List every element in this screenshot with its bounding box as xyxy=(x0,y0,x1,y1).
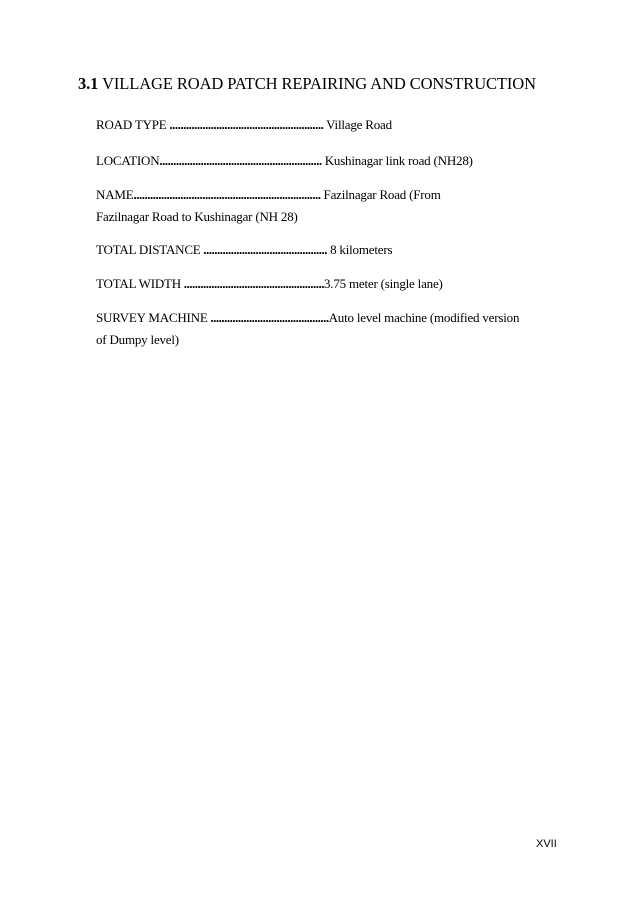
entry-value: Kushinagar link road (NH28) xyxy=(321,153,473,168)
entry-location xyxy=(96,153,473,169)
leader-dots: .................................................................... xyxy=(133,187,321,202)
entry-value: 3.75 meter (single lane) xyxy=(323,276,443,291)
leader-dots: ................................................... xyxy=(180,276,324,291)
entry-survey-machine xyxy=(96,310,519,326)
section-heading xyxy=(78,74,536,94)
entry-value: 8 kilometers xyxy=(327,242,393,257)
entry-label: LOCATION xyxy=(96,153,160,168)
entry-total-distance xyxy=(96,242,392,258)
entry-value: Village Road xyxy=(323,117,392,132)
section-number: 3.1 xyxy=(78,74,99,93)
entry-total-width xyxy=(96,276,443,292)
leader-dots: ............................................. xyxy=(200,242,328,257)
entry-value: Fazilnagar Road (From xyxy=(320,187,441,202)
section-title: VILLAGE ROAD PATCH REPAIRING AND CONSTRUCTION xyxy=(102,74,536,93)
entry-label: SURVEY MACHINE xyxy=(96,310,208,325)
entry-label: TOTAL DISTANCE xyxy=(96,242,201,257)
entry-survey-machine-continuation: of Dumpy level) xyxy=(96,332,179,347)
entry-label: ROAD TYPE xyxy=(96,117,167,132)
leader-dots: ........................................................ xyxy=(166,117,324,132)
leader-dots: ........................................................... xyxy=(159,153,322,168)
entry-name xyxy=(96,187,441,203)
entry-name-continuation: Fazilnagar Road to Kushinagar (NH 28) xyxy=(96,209,298,224)
page-number: XVII xyxy=(536,838,557,850)
leader-dots: ........................................... xyxy=(207,310,329,325)
entry-label: NAME xyxy=(96,187,134,202)
entry-label: TOTAL WIDTH xyxy=(96,276,181,291)
entry-road-type xyxy=(96,117,392,133)
entry-value: Auto level machine (modified version xyxy=(328,310,520,325)
